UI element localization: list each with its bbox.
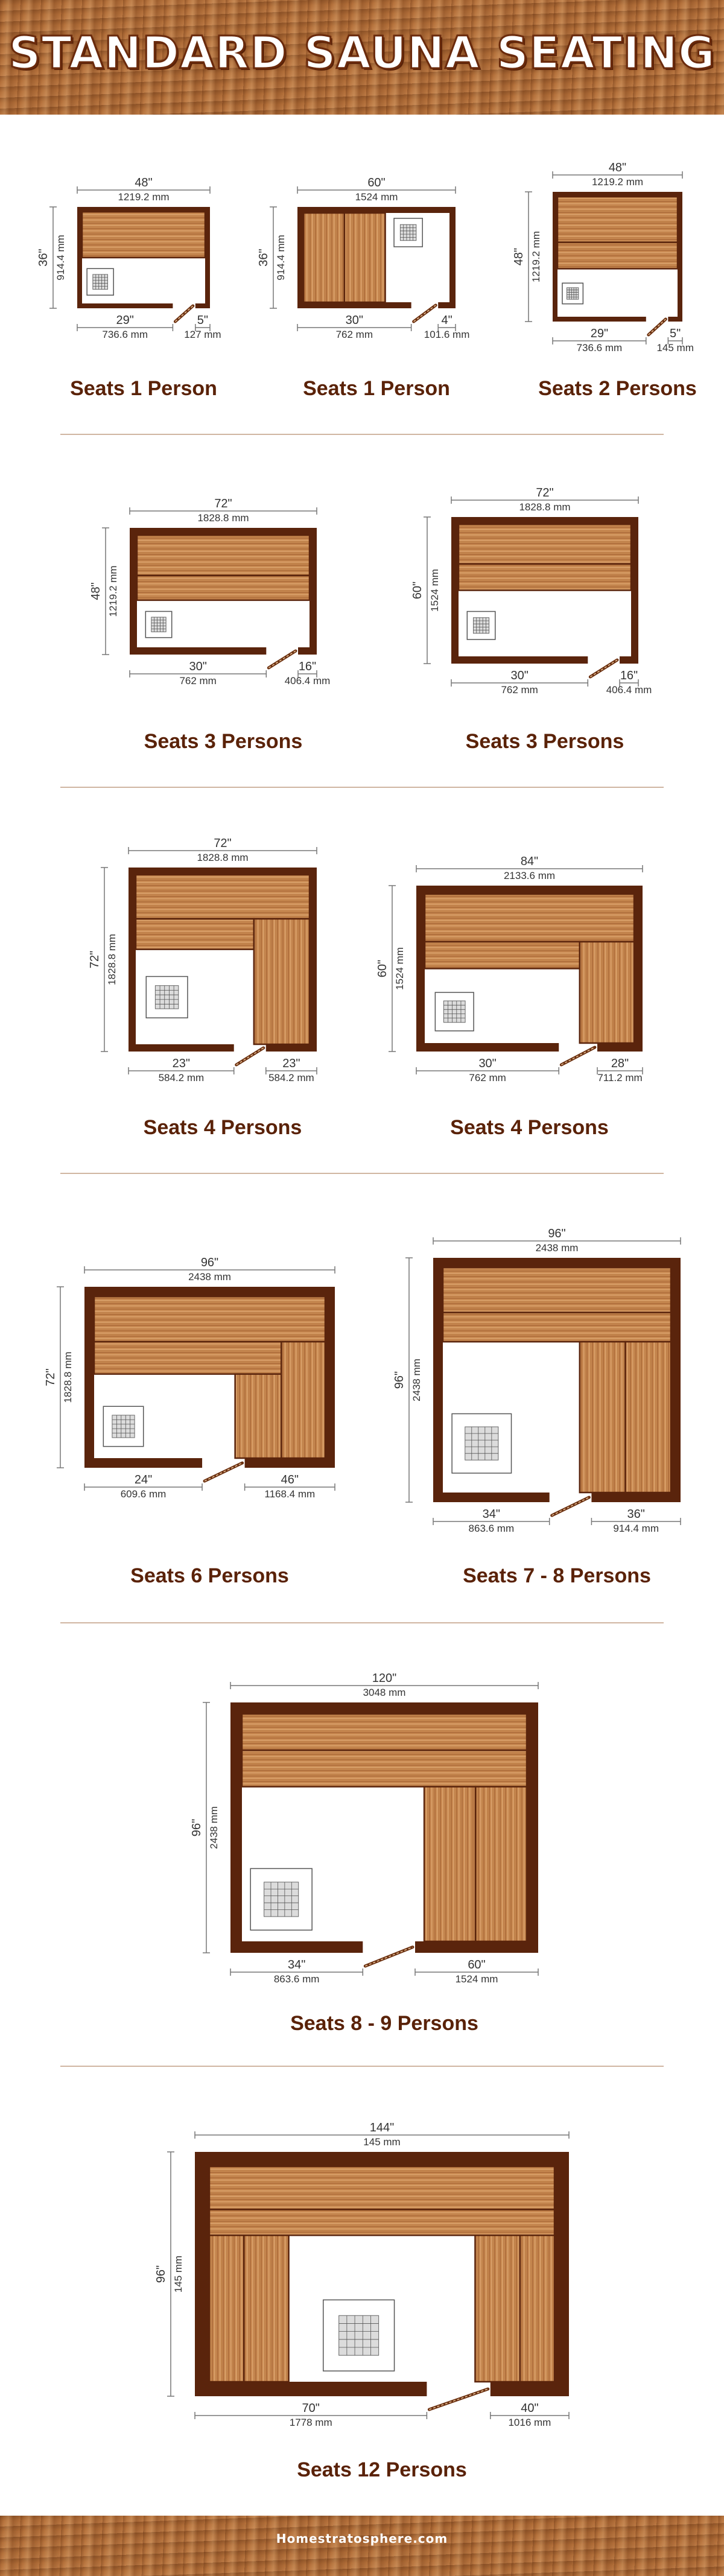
wall [129,1044,234,1052]
wall [130,528,317,535]
heater-core [93,274,108,290]
wall [230,1702,538,1714]
width-dimension-inches: 144" [369,2121,395,2134]
bench-upper [209,2209,554,2235]
wall [84,1287,335,1296]
bench-side [520,2235,554,2382]
wall [449,207,456,308]
wall [297,302,411,308]
depth-dimension-inches: 96" [154,2265,168,2283]
wall [77,207,82,308]
wall [553,192,682,197]
depth-dimension-mm: 1524 mm [429,569,440,612]
depth-dimension-inches: 36" [37,249,50,267]
wall [297,207,303,308]
depth-dimension-mm: 2438 mm [411,1359,422,1401]
left-opening-dimension-mm: 762 mm [501,684,538,696]
left-opening-dimension-inches: 29" [116,314,134,327]
depth-dimension-inches: 36" [257,249,270,267]
wall [678,192,682,322]
right-opening-dimension-inches: 5" [670,327,681,340]
left-opening-dimension-inches: 30" [345,314,363,327]
bench-upper [136,919,254,950]
heater-icon [145,611,171,637]
sauna-layout-1 [37,176,221,400]
heater-icon [452,1413,511,1473]
depth-dimension-mm: 2438 mm [208,1806,220,1849]
heater-core [443,1001,465,1023]
wall [553,317,646,322]
wall [527,1702,538,1953]
width-dimension-mm: 2438 mm [188,1271,231,1283]
layout-caption: Seats 6 Persons [130,1564,289,1587]
depth-dimension-inches: 60" [376,959,389,978]
bench-side [244,2235,288,2382]
left-opening-dimension-mm: 584.2 mm [158,1072,205,1083]
wall [554,2152,569,2396]
width-dimension-mm: 145 mm [363,2136,401,2148]
door-highlight [429,2389,487,2409]
bench-upper [459,524,631,564]
right-opening-dimension-inches: 23" [282,1057,300,1070]
wall [416,1043,559,1052]
bench-side [475,1787,527,1941]
bench-side [580,942,634,1043]
heater-icon [323,2300,395,2371]
width-dimension-inches: 120" [372,1672,397,1685]
bench-side [345,213,386,302]
bench-side [209,2235,244,2382]
width-dimension-inches: 96" [548,1227,566,1240]
wall [297,207,456,213]
wall [451,517,459,664]
wall [451,656,588,664]
left-opening-dimension-inches: 24" [134,1473,153,1486]
right-opening-dimension-inches: 28" [611,1057,629,1070]
left-opening-dimension-inches: 30" [478,1057,497,1070]
left-opening-dimension-mm: 863.6 mm [273,1973,320,1985]
wall [433,1258,443,1502]
depth-dimension-inches: 96" [190,1818,203,1837]
bench-upper [443,1313,671,1342]
width-dimension-inches: 72" [214,837,232,850]
wall [77,207,210,212]
right-opening-dimension-inches: 16" [298,660,317,673]
bench-upper [425,942,580,968]
heater-core [400,224,416,240]
sauna-layout-11 [154,2121,569,2481]
heater-core [567,288,579,299]
bench-side [281,1342,325,1458]
wall [671,1258,681,1502]
right-opening-dimension-mm: 1016 mm [508,2417,551,2428]
right-opening-dimension-inches: 16" [620,669,638,682]
width-dimension-inches: 72" [536,486,554,500]
left-opening-dimension-inches: 34" [287,1958,306,1972]
wall [230,1941,363,1953]
width-dimension-mm: 2438 mm [535,1242,579,1254]
wall [129,868,136,1052]
wall [310,868,317,1052]
wall [591,1493,681,1502]
layout-caption: Seats 2 Persons [538,377,697,400]
depth-dimension-inches: 72" [44,1368,57,1386]
wall [84,1458,202,1468]
wall [195,2382,427,2396]
depth-dimension-inches: 96" [393,1371,406,1389]
heater-core [264,1882,299,1917]
right-opening-dimension-mm: 1524 mm [455,1973,498,1985]
wall [491,2382,569,2396]
layout-caption: Seats 1 Person [303,377,450,400]
bench-side [254,919,310,1044]
wall [245,1458,335,1468]
heater-icon [435,992,474,1031]
bench-side [625,1342,671,1493]
left-opening-dimension-mm: 609.6 mm [120,1488,167,1500]
wall [298,647,317,655]
width-dimension-mm: 2133.6 mm [503,870,556,881]
left-opening-dimension-inches: 30" [510,669,529,682]
wall [195,2152,209,2396]
width-dimension-mm: 1219.2 mm [118,191,170,203]
heater-icon [250,1868,312,1930]
right-opening-dimension-mm: 1168.4 mm [264,1488,316,1500]
left-opening-dimension-mm: 736.6 mm [576,342,623,354]
footer-url: Homestratosphere.com [276,2531,448,2546]
wall [84,1287,94,1468]
bench-upper [443,1267,671,1313]
heater-icon [467,612,495,640]
width-dimension-mm: 1524 mm [355,191,398,203]
left-opening-dimension-mm: 762 mm [469,1072,506,1083]
heater-icon [146,977,188,1018]
sauna-layout-8 [44,1256,335,1587]
left-opening-dimension-mm: 762 mm [335,329,373,340]
wall [130,528,137,655]
bench-upper [459,564,631,591]
footer-banner [0,2516,724,2576]
left-opening-dimension-mm: 1778 mm [289,2417,332,2428]
sauna-layout-2 [257,176,469,400]
right-opening-dimension-mm: 914.4 mm [613,1523,659,1534]
left-opening-dimension-mm: 736.6 mm [102,329,148,340]
sauna-layout-7 [376,855,643,1139]
left-opening-dimension-inches: 34" [482,1508,501,1521]
layout-caption: Seats 7 - 8 Persons [463,1564,651,1587]
sauna-layout-9 [393,1227,681,1587]
right-opening-dimension-inches: 46" [281,1473,299,1486]
bench-upper [242,1714,527,1750]
bench-side [424,1787,475,1941]
width-dimension-inches: 72" [214,497,232,510]
right-opening-dimension-mm: 406.4 mm [284,675,331,687]
heater-icon [87,268,113,295]
depth-dimension-mm: 1828.8 mm [106,933,118,986]
bench-upper [137,576,310,600]
bench-side [235,1374,282,1458]
bench-side [303,213,345,302]
right-opening-dimension-mm: 101.6 mm [424,329,470,340]
width-dimension-mm: 1828.8 mm [519,501,571,513]
width-dimension-inches: 84" [520,855,539,868]
depth-dimension-mm: 1219.2 mm [107,565,119,617]
right-opening-dimension-inches: 4" [441,314,453,327]
wall [451,517,638,524]
bench-upper [557,243,678,269]
left-opening-dimension-inches: 29" [590,327,609,340]
layout-caption: Seats 4 Persons [450,1116,609,1139]
depth-dimension-inches: 48" [512,247,526,266]
depth-dimension-mm: 914.4 mm [55,235,66,281]
bench-upper [209,2166,554,2209]
heater-core [151,617,166,632]
wall [416,886,425,1052]
right-opening-dimension-inches: 40" [521,2402,539,2415]
right-opening-dimension-mm: 127 mm [184,329,221,340]
wall [433,1493,550,1502]
depth-dimension-mm: 145 mm [173,2255,184,2293]
bench-side [475,2235,519,2382]
layout-caption: Seats 12 Persons [297,2458,467,2481]
wall [631,517,638,664]
heater-icon [562,283,583,303]
left-opening-dimension-mm: 863.6 mm [468,1523,515,1534]
width-dimension-mm: 1828.8 mm [197,512,249,524]
width-dimension-inches: 48" [135,176,153,189]
width-dimension-mm: 1828.8 mm [197,852,249,863]
right-opening-dimension-mm: 145 mm [656,342,694,354]
depth-dimension-inches: 72" [88,950,101,969]
depth-dimension-inches: 60" [411,581,424,600]
bench-upper [94,1296,325,1342]
wall [195,303,210,308]
left-opening-dimension-inches: 23" [172,1057,191,1070]
depth-dimension-inches: 48" [89,582,103,600]
right-opening-dimension-mm: 406.4 mm [606,684,652,696]
wall [597,1043,643,1052]
wall [433,1258,681,1267]
bench-upper [425,894,634,942]
sauna-layout-4 [89,497,330,753]
left-opening-dimension-inches: 30" [189,660,207,673]
depth-dimension-mm: 1219.2 mm [530,230,542,283]
bench-upper [136,875,310,919]
sauna-layout-10 [190,1672,538,2035]
bench-upper [242,1750,527,1786]
heater-core [465,1427,498,1460]
depth-dimension-mm: 1828.8 mm [62,1351,74,1403]
left-opening-dimension-inches: 70" [302,2402,320,2415]
door-icon [175,306,192,322]
bench-upper [82,212,205,258]
wall [195,2152,569,2166]
layout-caption: Seats 3 Persons [465,730,624,753]
wall [620,656,638,664]
sauna-layout-6 [88,837,317,1139]
right-opening-dimension-inches: 60" [468,1958,486,1972]
heater-core [339,2315,379,2355]
wall [553,192,557,322]
wall [634,886,643,1052]
wall [205,207,210,308]
right-opening-dimension-mm: 584.2 mm [268,1072,314,1083]
wall [310,528,317,655]
bench-upper [137,535,310,576]
layout-caption: Seats 4 Persons [143,1116,302,1139]
bench-side [580,1342,626,1493]
wall [668,317,682,322]
depth-dimension-mm: 914.4 mm [275,235,287,281]
heater-core [474,618,489,633]
wall [438,302,456,308]
left-opening-dimension-mm: 762 mm [179,675,217,687]
heater-core [155,986,178,1009]
right-opening-dimension-mm: 711.2 mm [597,1072,643,1083]
wall [325,1287,335,1468]
width-dimension-inches: 48" [608,161,627,174]
sauna-layout-5 [411,486,652,753]
wall [266,1044,317,1052]
width-dimension-inches: 96" [200,1256,219,1269]
layout-caption: Seats 3 Persons [144,730,303,753]
wall [77,303,173,308]
wall [130,647,266,655]
right-opening-dimension-inches: 5" [197,314,209,327]
page-title: STANDARD SAUNA SEATING [8,27,716,79]
width-dimension-inches: 60" [367,176,386,189]
bench-upper [557,197,678,243]
door-icon [649,319,666,335]
heater-icon [103,1406,143,1446]
depth-dimension-mm: 1524 mm [394,947,405,990]
wall [416,886,643,894]
wall [415,1941,538,1953]
width-dimension-mm: 3048 mm [363,1687,406,1698]
sauna-layout-3 [512,161,697,400]
wall [230,1702,242,1953]
right-opening-dimension-inches: 36" [627,1508,645,1521]
width-dimension-mm: 1219.2 mm [591,176,644,188]
wall [129,868,317,875]
layout-caption: Seats 1 Person [70,377,217,400]
heater-core [112,1415,135,1438]
heater-icon [394,218,422,247]
layout-caption: Seats 8 - 9 Persons [290,2012,478,2035]
